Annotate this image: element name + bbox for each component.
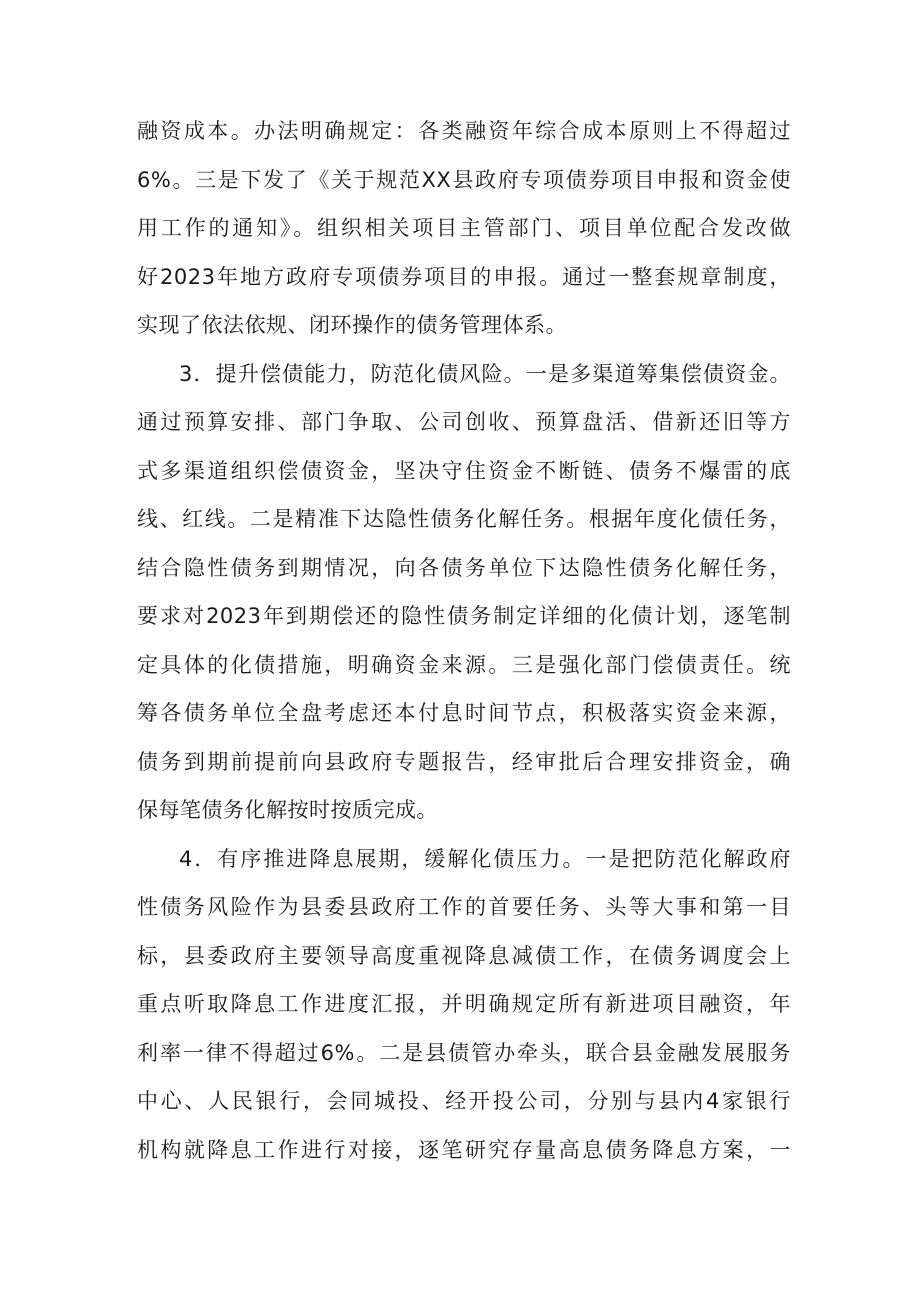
- text-line: 线、红线。二是精准下达隐性债务化解任务。根据年度化债任务，: [137, 507, 791, 531]
- text-line: 机构就降息工作进行对接，逐笔研究存量高息债务降息方案，一: [137, 1137, 791, 1162]
- text-line: 融资成本。办法明确规定：各类融资年综合成本原则上不得超过: [137, 119, 791, 143]
- section-heading-line: 3．提升偿债能力，防范化债风险。一是多渠道筹集偿债资金。: [179, 361, 791, 386]
- body-text: [137, 107, 791, 1174]
- text-line: 中心、人民银行，会同城投、经开投公司，分别与县内4家银行: [137, 1089, 791, 1113]
- text-line: 性债务风险作为县委县政府工作的首要任务、头等大事和第一目: [137, 895, 791, 919]
- text-line: 筹各债务单位全盘考虑还本付息时间节点，积极落实资金来源，: [137, 701, 791, 725]
- text-line: 利率一律不得超过6%。二是县债管办牵头，联合县金融发展服务: [137, 1040, 791, 1065]
- section-heading-line: 4．有序推进降息展期，缓解化债压力。一是把防范化解政府: [179, 846, 791, 871]
- text-line: 结合隐性债务到期情况，向各债务单位下达隐性债务化解任务，: [137, 555, 791, 580]
- text-line: 实现了依法依规、闭环操作的债务管理体系。: [137, 313, 567, 337]
- text-line: 6%。三是下发了《关于规范XX县政府专项债券项目申报和资金使: [137, 167, 791, 192]
- text-line: 用工作的通知》。组织相关项目主管部门、项目单位配合发改做: [137, 216, 791, 240]
- text-line: 要求对2023年到期偿还的隐性债务制定详细的化债计划，逐笔制: [137, 604, 791, 628]
- text-line: 债务到期前提前向县政府专题报告，经审批后合理安排资金，确: [137, 749, 791, 774]
- text-line: 定具体的化债措施，明确资金来源。三是强化部门偿债责任。统: [137, 652, 791, 677]
- text-line: 保每笔债务化解按时按质完成。: [137, 798, 438, 822]
- text-line: 标，县委政府主要领导高度重视降息减债工作，在债务调度会上: [137, 943, 791, 968]
- text-line: 式多渠道组织偿债资金，坚决守住资金不断链、债务不爆雷的底: [137, 458, 791, 483]
- text-line: 好2023年地方政府专项债券项目的申报。通过一整套规章制度，: [137, 264, 791, 289]
- text-line: 重点听取降息工作进度汇报，并明确规定所有新进项目融资，年: [137, 992, 791, 1016]
- text-line: 通过预算安排、部门争取、公司创收、预算盘活、借新还旧等方: [137, 410, 791, 434]
